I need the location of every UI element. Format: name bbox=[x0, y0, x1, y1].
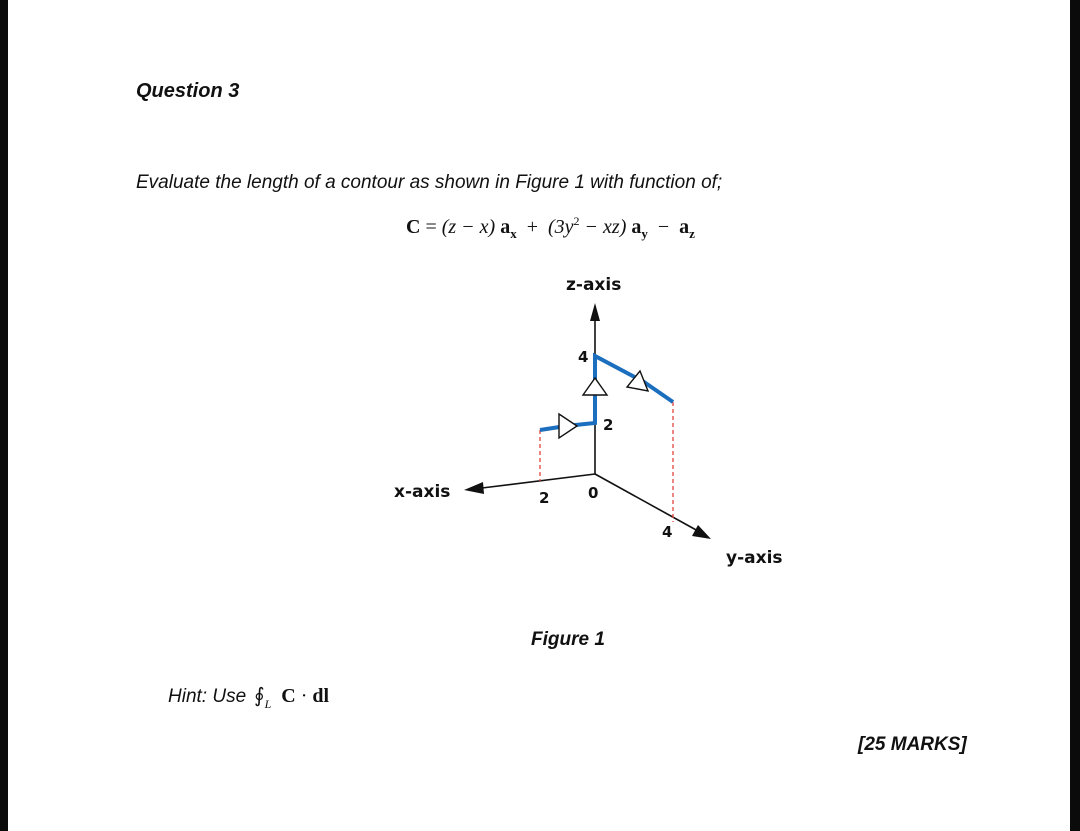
tick-label-x-2: 2 bbox=[539, 489, 550, 507]
equation-equals: = bbox=[425, 216, 437, 238]
equation-unit3-sub: z bbox=[689, 226, 695, 241]
hint-dl: dl bbox=[312, 685, 330, 707]
page bbox=[8, 0, 1070, 831]
hint bbox=[168, 683, 329, 712]
hint-integral-sub: L bbox=[264, 697, 272, 711]
marks-label: [25 MARKS] bbox=[858, 734, 967, 755]
equation-term1: (z − x) bbox=[441, 216, 496, 238]
figure-caption: Figure 1 bbox=[531, 629, 605, 650]
x-axis-label: x-axis bbox=[394, 482, 451, 502]
tick-label-origin: 0 bbox=[588, 484, 599, 502]
question-title: Question 3 bbox=[136, 80, 240, 102]
equation-term2-close: − xz) bbox=[579, 216, 627, 238]
equation-lhs: C bbox=[406, 216, 421, 238]
tick-label-y-4: 4 bbox=[662, 523, 673, 541]
equation-minus: − bbox=[657, 216, 670, 238]
z-axis-arrow-icon bbox=[590, 303, 600, 321]
equation-unit1: a bbox=[500, 216, 511, 238]
tick-label-z-2: 2 bbox=[603, 416, 614, 434]
x-axis-line bbox=[482, 474, 595, 488]
equation-plus: + bbox=[526, 216, 538, 238]
y-axis-arrow-icon bbox=[692, 525, 711, 539]
question-text: Evaluate the length of a contour as shown in Figure 1 with function of; bbox=[136, 172, 723, 193]
hint-vector: C bbox=[281, 685, 296, 707]
equation-unit2-sub: y bbox=[641, 226, 648, 241]
equation-unit1-sub: x bbox=[510, 226, 517, 241]
hint-label: Hint: Use bbox=[168, 686, 247, 707]
y-axis-label: y-axis bbox=[726, 548, 783, 568]
equation-term2-sup: 2 bbox=[573, 214, 580, 228]
hint-dot: · bbox=[300, 685, 308, 707]
hint-expression bbox=[254, 685, 330, 711]
z-axis-label: z-axis bbox=[566, 275, 622, 295]
equation-unit2: a bbox=[631, 216, 642, 238]
equation-unit3: a bbox=[679, 216, 690, 238]
equation-term2-open: (3y bbox=[548, 216, 574, 238]
x-axis-arrow-icon bbox=[464, 482, 484, 494]
contour-direction-arrow-icon-2 bbox=[583, 378, 607, 395]
contour-direction-arrow-icon-1 bbox=[559, 414, 577, 438]
contour-integral-icon: ∮ bbox=[254, 685, 265, 707]
tick-label-z-4: 4 bbox=[578, 348, 589, 366]
y-axis-line bbox=[595, 474, 698, 531]
